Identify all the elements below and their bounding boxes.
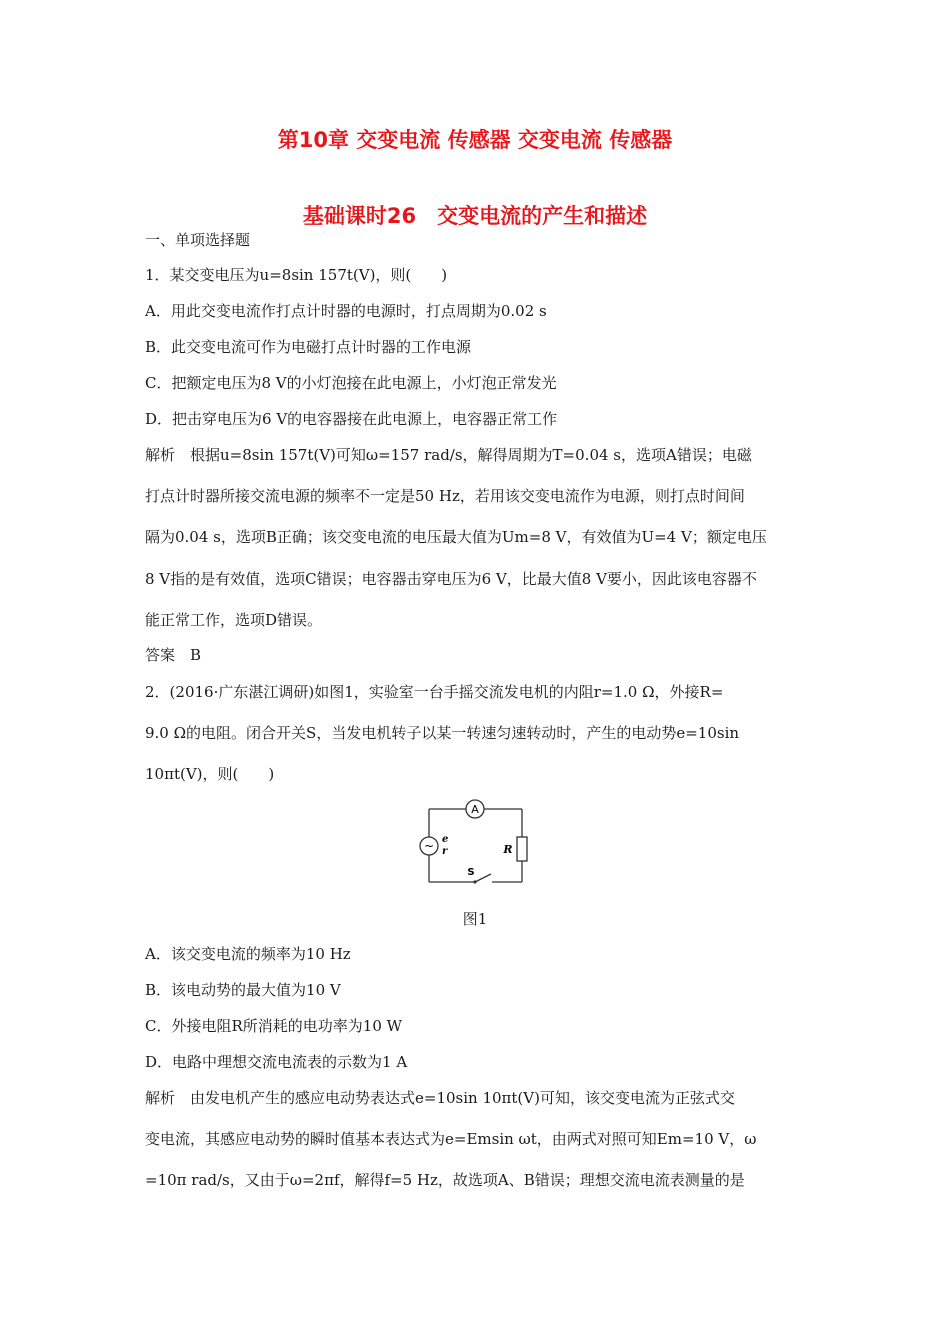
question-2-analysis-line: 变电流，其感应电动势的瞬时值基本表达式为e=Emsin ωt，由两式对照可知Em=10 V，ω bbox=[145, 1130, 757, 1148]
question-1-answer: 答案 B bbox=[145, 646, 202, 664]
question-2-option-c: C．外接电阻R所消耗的电功率为10 W bbox=[145, 1017, 403, 1035]
question-1-analysis-line: 解析 根据u=8sin 157t(V)可知ω=157 rad/s，解得周期为T=0.04 s，选项A错误；电磁 bbox=[145, 446, 752, 464]
question-1-option-a: A．用此交变电流作打点计时器的电源时，打点周期为0.02 s bbox=[145, 302, 547, 320]
figure-caption: 图1 bbox=[462, 910, 488, 928]
question-2-stem-line: 2．(2016·广东湛江调研)如图1，实验室一台手摇交流发电机的内阻r=1.0 Ω，外接R= bbox=[145, 683, 724, 701]
ammeter-label: A bbox=[471, 803, 479, 816]
question-1-analysis-line: 打点计时器所接交流电源的频率不一定是50 Hz，若用该交变电流作为电源，则打点时间间 bbox=[145, 487, 745, 505]
question-1-option-b: B．此交变电流可作为电磁打点计时器的工作电源 bbox=[145, 338, 472, 356]
resistor-label: R bbox=[503, 843, 513, 856]
circuit-figure bbox=[415, 797, 535, 889]
question-2-analysis-line: 解析 由发电机产生的感应电动势表达式e=10sin 10πt(V)可知，该交变电流为正弦式交 bbox=[145, 1089, 735, 1107]
resistor-icon bbox=[517, 837, 527, 861]
ac-source-symbol: ~ bbox=[423, 839, 435, 853]
question-2-option-b: B．该电动势的最大值为10 V bbox=[145, 981, 341, 999]
section-label: 一、单项选择题 bbox=[145, 231, 251, 249]
question-2-stem-line: 9.0 Ω的电阻。闭合开关S，当发电机转子以某一转速匀速转动时，产生的电动势e=10sin bbox=[145, 724, 740, 742]
question-1-option-d: D．把击穿电压为6 V的电容器接在此电源上，电容器正常工作 bbox=[145, 410, 558, 428]
switch-pivot-icon bbox=[473, 880, 476, 883]
question-1-stem: 1．某交变电压为u=8sin 157t(V)，则( ) bbox=[145, 266, 448, 284]
question-2-analysis-line: =10π rad/s，又由于ω=2πf，解得f=5 Hz，故选项A、B错误；理想交流电流表测量的是 bbox=[145, 1171, 745, 1189]
question-2-stem-line: 10πt(V)，则( ) bbox=[145, 765, 275, 783]
switch-label: S bbox=[467, 867, 475, 878]
chapter-title: 第10章 交变电流 传感器 交变电流 传感器 bbox=[277, 128, 673, 152]
question-2-option-a: A．该交变电流的频率为10 Hz bbox=[145, 945, 351, 963]
question-2-option-d: D．电路中理想交流电流表的示数为1 A bbox=[145, 1053, 408, 1071]
lesson-title: 基础课时26 交变电流的产生和描述 bbox=[302, 204, 648, 228]
internal-resistance-label: r bbox=[442, 846, 448, 857]
question-1-analysis-line: 能正常工作，选项D错误。 bbox=[145, 611, 323, 629]
question-1-analysis-line: 8 V指的是有效值，选项C错误；电容器击穿电压为6 V，比最大值8 V要小，因此该电容器不 bbox=[145, 570, 757, 588]
question-1-analysis-line: 隔为0.04 s，选项B正确；该交变电流的电压最大值为Um=8 V，有效值为U=4 V；额定电压 bbox=[145, 528, 767, 546]
emf-label: e bbox=[442, 834, 449, 845]
question-1-option-c: C．把额定电压为8 V的小灯泡接在此电源上，小灯泡正常发光 bbox=[145, 374, 557, 392]
